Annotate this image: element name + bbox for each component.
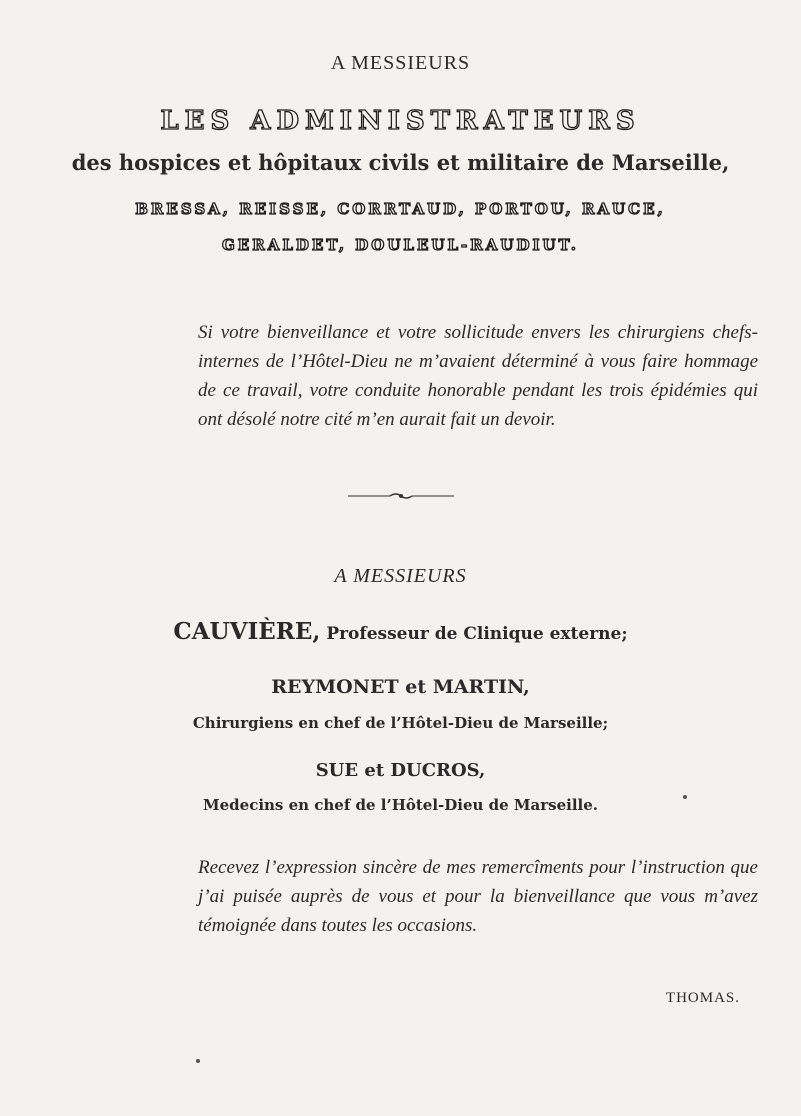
second-heading: A MESSIEURS <box>334 565 467 587</box>
thanks-paragraph: Recevez l’expression sincère de mes remercîments pour l’instruction que j’ai puisée auprès de vous et pour la bienveillance que vous m’avez témoignée dans toutes les occasions. <box>198 857 758 936</box>
ink-speck-bottom <box>196 1059 200 1063</box>
administrator-names-line-1: BRESSA, REISSE, CORRTAUD, PORTOU, RAUCE, <box>135 200 666 218</box>
hospices-line: des hospices et hôpitaux civils et militaire de Marseille, <box>71 150 730 175</box>
physicians-names: SUE et DUCROS, <box>315 760 486 781</box>
signature: THOMAS. <box>665 990 740 1006</box>
surgeons-names: REYMONET et MARTIN, <box>271 676 530 698</box>
administrator-names-line-2: GERALDET, DOULEUL-RAUDIUT. <box>221 236 580 254</box>
physicians-role: Medecins en chef de l’Hôtel-Dieu de Marseille. <box>203 796 598 814</box>
dedication-paragraph: Si votre bienveillance et votre sollicitude envers les chirurgiens chefs-internes de l’Hôtel-Dieu ne m’avaient déterminé à vous faire hommage de ce travail, votre conduite honorable pendant les trois épidémies qui ont désolé notre cité m’en aurait fait un devoir. <box>198 322 758 430</box>
ornamental-divider <box>0 491 801 501</box>
surgeons-role: Chirurgiens en chef de l’Hôtel-Dieu de Marseille; <box>192 714 609 732</box>
administrators-heading: LES ADMINISTRATEURS <box>160 106 641 136</box>
cauviere-line <box>0 618 801 645</box>
cauviere-role: Professeur de Clinique externe; <box>326 624 628 644</box>
page-heading: A MESSIEURS <box>330 52 471 74</box>
cauviere-name: CAUVIÈRE, <box>173 618 321 645</box>
